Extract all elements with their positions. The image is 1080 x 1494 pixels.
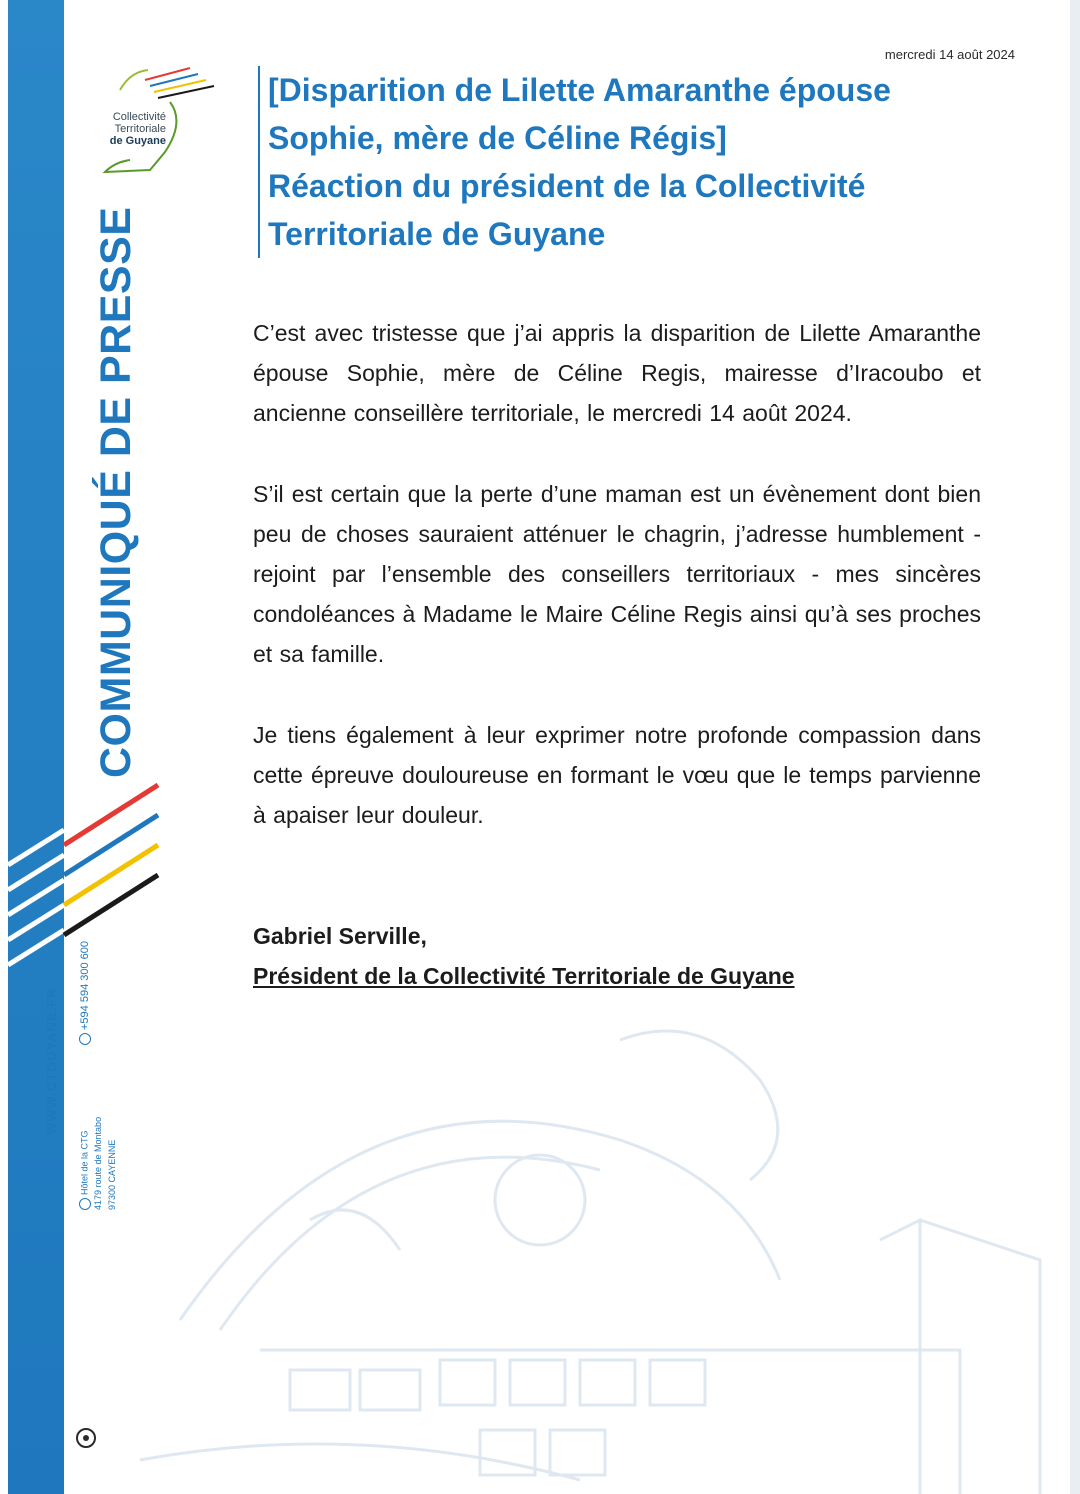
logo-line: Collectivité (112, 111, 166, 123)
address-line: 97300 CAYENNE (107, 1139, 117, 1210)
statement-body (253, 313, 981, 876)
headline (258, 66, 1028, 258)
paragraph: C’est avec tristesse que j’ai appris la disparition de Lilette Amaranthe épouse Sophie, mère de Céline Regis, mairesse d’Iracoubo et ancienne conseillère territoriale, le mercredi 14 août 2024. (253, 320, 981, 426)
logo-line: de Guyane (109, 135, 166, 147)
phone-number: +594 594 300 600 (79, 941, 91, 1045)
logo-wordmark (96, 111, 166, 147)
signatory-title: Président de la Collectivité Territoriale de Guyane (253, 963, 795, 989)
headline-line: [Disparition de Lilette Amaranthe épouse (268, 72, 891, 108)
sidebar-band (8, 0, 64, 1494)
logo-line: Territoriale (114, 123, 166, 135)
press-release-label: COMMUNIQUÉ DE PRESSE (92, 206, 140, 778)
publication-date: mercredi 14 août 2024 (884, 47, 1015, 62)
headline-line: Réaction du président de la Collectivité (268, 168, 866, 204)
address-line: 4179 route de Montabo (93, 1116, 103, 1210)
website-link[interactable]: WWW.CTGUYANE.FR (44, 987, 59, 1135)
address-line: Hôtel de la CTG (79, 1130, 91, 1210)
signatory-name: Gabriel Serville, (253, 923, 427, 949)
signature-block (253, 916, 981, 996)
paragraph: Je tiens également à leur exprimer notre profonde compassion dans cette épreuve douloureuse en formant le vœu que le temps parvienne à apaiser leur douleur. (253, 722, 981, 828)
paragraph: S’il est certain que la perte d’une maman est un évènement dont bien peu de choses sauraient atténuer le chagrin, j’adresse humblement - rejoint par l’ensemble des conseillers territoriaux - mes sincères condoléances à Madame le Maire Céline Regis ainsi qu’à ses proches et sa famille. (253, 481, 981, 667)
headline-line: Sophie, mère de Céline Régis] (268, 120, 727, 156)
headline-line: Territoriale de Guyane (268, 216, 606, 252)
building-watermark-icon (60, 1020, 1070, 1494)
right-edge-bar (1070, 0, 1080, 1494)
